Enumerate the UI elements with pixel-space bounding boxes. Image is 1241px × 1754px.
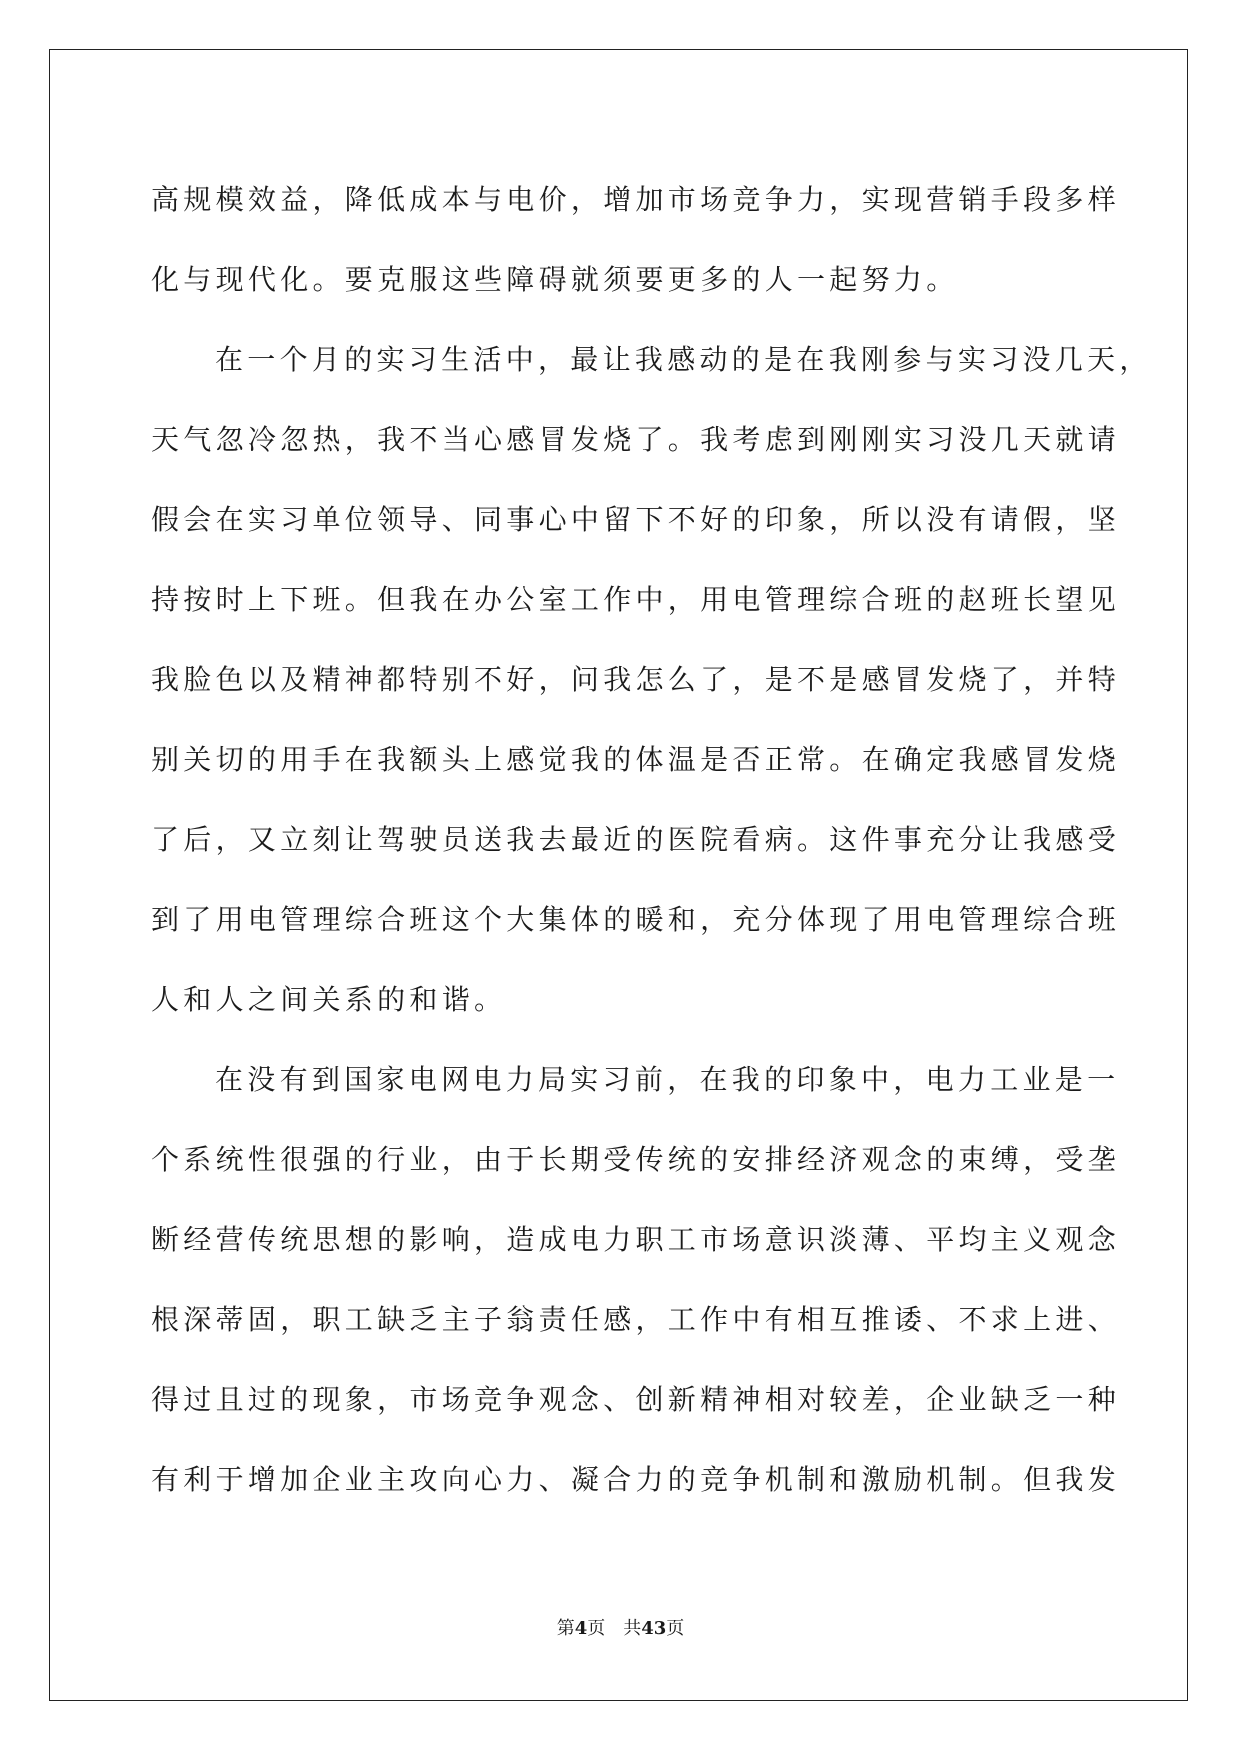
text-line: 人和人之间关系的和谐。 xyxy=(151,983,507,1016)
page-prefix: 第 xyxy=(556,1618,575,1639)
text-line: 天气忽冷忽热，我不当心感冒发烧了。我考虑到刚刚实习没几天就请 xyxy=(151,423,1121,456)
page-suffix: 页 xyxy=(587,1618,606,1639)
text-line: 个系统性很强的行业，由于长期受传统的安排经济观念的束缚，受垄 xyxy=(151,1143,1121,1176)
paragraph-first-line: 在没有到国家电网电力局实习前，在我的印象中，电力工业是一 xyxy=(215,1063,1120,1096)
text-line: 化与现代化。要克服这些障碍就须要更多的人一起努力。 xyxy=(151,263,959,296)
page-total: 43 xyxy=(641,1618,667,1639)
total-suffix: 页 xyxy=(666,1618,685,1639)
text-line: 到了用电管理综合班这个大集体的暖和，充分体现了用电管理综合班 xyxy=(151,903,1121,936)
text-line: 有利于增加企业主攻向心力、凝合力的竞争机制和激励机制。但我发 xyxy=(151,1463,1121,1496)
text-line: 别关切的用手在我额头上感觉我的体温是否正常。在确定我感冒发烧 xyxy=(151,743,1121,776)
text-line: 我脸色以及精神都特别不好，问我怎么了，是不是感冒发烧了，并特 xyxy=(151,663,1121,696)
page-footer xyxy=(0,1614,1241,1640)
text-line: 持按时上下班。但我在办公室工作中，用电管理综合班的赵班长望见 xyxy=(151,583,1121,616)
text-line: 得过且过的现象，市场竞争观念、创新精神相对较差，企业缺乏一种 xyxy=(151,1383,1121,1416)
text-line: 了后，又立刻让驾驶员送我去最近的医院看病。这件事充分让我感受 xyxy=(151,823,1121,856)
document-body xyxy=(151,160,1152,1520)
text-line: 假会在实习单位领导、同事心中留下不好的印象，所以没有请假，坚 xyxy=(151,503,1121,536)
text-line: 断经营传统思想的影响，造成电力职工市场意识淡薄、平均主义观念 xyxy=(151,1223,1121,1256)
text-line: 根深蒂固，职工缺乏主子翁责任感，工作中有相互推诿、不求上进、 xyxy=(151,1303,1121,1336)
paragraph-first-line: 在一个月的实习生活中，最让我感动的是在我刚参与实习没几天， xyxy=(215,343,1152,376)
total-prefix: 共 xyxy=(623,1618,642,1639)
text-line: 高规模效益，降低成本与电价，增加市场竞争力，实现营销手段多样 xyxy=(151,183,1121,216)
page-number: 4 xyxy=(574,1618,588,1639)
